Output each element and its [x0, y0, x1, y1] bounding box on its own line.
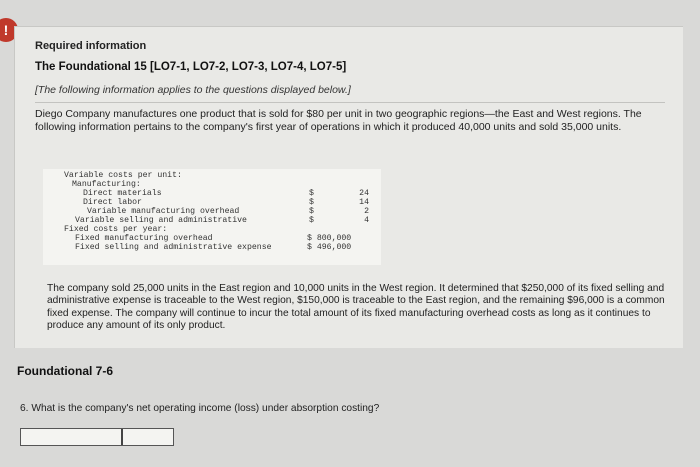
section-heading: Foundational 7-6	[17, 364, 113, 378]
row-currency: $	[309, 216, 314, 225]
info-note: [The following information applies to the questions displayed below.]	[35, 84, 351, 96]
required-information-panel	[14, 26, 683, 348]
foundational-title: The Foundational 15 [LO7-1, LO7-2, LO7-3, LO7-4, LO7-5]	[35, 61, 347, 73]
answer-input[interactable]	[123, 429, 173, 445]
row-label: Variable manufacturing overhead	[87, 207, 240, 216]
row-currency: $	[309, 207, 314, 216]
row-label: Direct materials	[83, 189, 162, 198]
answer-label-cell	[21, 429, 123, 445]
row-amount: 4	[364, 216, 369, 225]
table-row	[43, 243, 381, 253]
required-information-heading: Required information	[35, 40, 147, 52]
question-text: 6. What is the company's net operating income (loss) under absorption costing?	[20, 403, 380, 414]
row-label: Variable selling and administrative	[75, 216, 247, 225]
row-label: Direct labor	[83, 198, 142, 207]
row-label: Variable costs per unit:	[64, 171, 182, 180]
row-label: Fixed selling and administrative expense	[75, 243, 272, 252]
panel-divider	[35, 102, 665, 103]
row-amount: $ 496,000	[307, 243, 352, 252]
row-label: Fixed costs per year:	[64, 225, 168, 234]
row-label: Fixed manufacturing overhead	[75, 234, 213, 243]
alert-icon: !	[0, 18, 18, 42]
row-amount: 2	[364, 207, 369, 216]
row-currency: $	[309, 198, 314, 207]
cost-data-table	[43, 169, 381, 265]
company-intro-text: Diego Company manufactures one product that is sold for $80 per unit in two geographic regions—the East and West regions. The following information pertains to the company's first year of operations in which it produced 40,000 units and sold 35,000 units.	[35, 108, 642, 133]
row-amount: $ 800,000	[307, 234, 352, 243]
row-amount: 24	[359, 189, 369, 198]
answer-row	[20, 428, 174, 446]
row-amount: 14	[359, 198, 369, 207]
row-label: Manufacturing:	[72, 180, 141, 189]
row-currency: $	[309, 189, 314, 198]
panel-top-border	[15, 26, 683, 27]
region-detail-text: The company sold 25,000 units in the East region and 10,000 units in the West region. It determined that $250,000 of its fixed selling and administrative expense is traceable to the West region, $150,000 is traceable to the East region, and the remaining $96,000 is a common fixed expense. The company will continue to incur the total amount of its fixed manufacturing overhead costs as long as it continues to produce any amount of its only product.	[47, 283, 665, 331]
